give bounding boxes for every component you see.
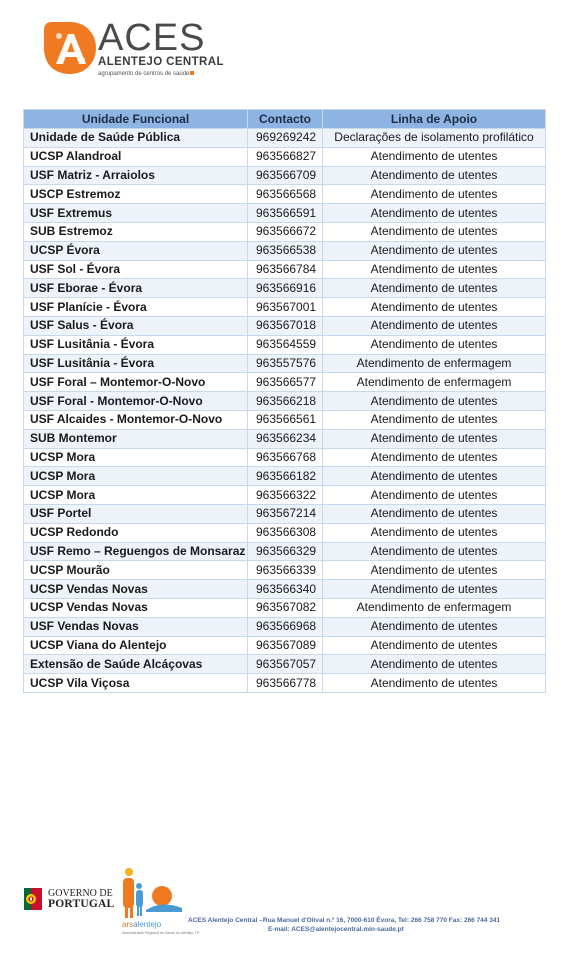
support-line-cell: Atendimento de utentes [323,467,546,486]
support-line-cell: Atendimento de utentes [323,429,546,448]
contact-cell: 963557576 [248,354,323,373]
unit-cell: USF Eborae - Évora [24,279,248,298]
support-line-cell: Atendimento de utentes [323,580,546,599]
unit-cell: UCSP Redondo [24,523,248,542]
unit-cell: USF Alcaides - Montemor-O-Novo [24,410,248,429]
support-line-cell: Atendimento de utentes [323,561,546,580]
table-row [24,298,546,317]
support-line-cell: Atendimento de utentes [323,486,546,505]
contact-cell: 963567057 [248,655,323,674]
support-line-cell: Atendimento de enfermagem [323,373,546,392]
ars-alentejo-subtitle: Administração Regional de Saúde do Alentejo, I.P. [122,931,200,935]
table-row [24,222,546,241]
table-row [24,467,546,486]
contact-cell: 963566182 [248,467,323,486]
contact-cell: 963566709 [248,166,323,185]
support-line-cell: Atendimento de utentes [323,392,546,411]
gov-line-1: GOVERNO DE [48,888,113,899]
support-line-cell: Atendimento de utentes [323,542,546,561]
table-row [24,655,546,674]
contact-cell: 963567214 [248,504,323,523]
unit-cell: UCSP Vendas Novas [24,580,248,599]
portugal-flag-icon [22,886,44,912]
support-line-cell: Atendimento de enfermagem [323,598,546,617]
contact-cell: 963567089 [248,636,323,655]
contact-cell: 963566968 [248,617,323,636]
support-line-cell: Atendimento de utentes [323,241,546,260]
unit-cell: UCSP Viana do Alentejo [24,636,248,655]
contact-cell: 963566784 [248,260,323,279]
table-row [24,486,546,505]
support-line-cell: Atendimento de utentes [323,222,546,241]
contact-cell: 963566538 [248,241,323,260]
ars-alentejo-logo-icon [118,866,188,920]
support-line-cell: Atendimento de utentes [323,166,546,185]
page-footer [0,860,583,960]
unit-cell: USF Remo – Reguengos de Monsaraz [24,542,248,561]
table-row [24,504,546,523]
table-row [24,373,546,392]
gov-line-2: PORTUGAL [48,898,115,910]
table-row [24,542,546,561]
contact-cell: 963566329 [248,542,323,561]
contact-cell: 963566778 [248,674,323,693]
table-row [24,674,546,693]
unit-cell: USF Extremus [24,204,248,223]
support-line-cell: Atendimento de utentes [323,335,546,354]
table-row [24,354,546,373]
table-header-row [24,110,546,129]
table-row [24,561,546,580]
contact-cell: 963567082 [248,598,323,617]
table-row [24,279,546,298]
footer-email: E-mail: ACES@alentejocentral.min-saude.pt [268,926,404,933]
contact-cell: 963566340 [248,580,323,599]
contact-cell: 963566322 [248,486,323,505]
brand-name: ALENTEJO CENTRAL [98,56,224,68]
governo-de-portugal-logo [22,882,115,922]
contact-cell: 963566561 [248,410,323,429]
column-header-support-line: Linha de Apoio [323,110,546,129]
unit-cell: UCSP Vendas Novas [24,598,248,617]
support-line-cell: Atendimento de utentes [323,655,546,674]
contact-cell: 963566308 [248,523,323,542]
unit-cell: USF Planície - Évora [24,298,248,317]
support-line-cell: Atendimento de utentes [323,185,546,204]
table-row [24,429,546,448]
support-line-cell: Atendimento de utentes [323,298,546,317]
unit-cell: USF Lusitânia - Évora [24,335,248,354]
column-header-unit: Unidade Funcional [24,110,248,129]
ars-alentejo-wordmark: arsalentejo [122,920,162,929]
table-row [24,410,546,429]
unit-cell: USF Lusitânia - Évora [24,354,248,373]
support-line-cell: Atendimento de utentes [323,523,546,542]
support-line-cell: Atendimento de utentes [323,448,546,467]
contact-cell: 963567001 [248,298,323,317]
table-row [24,335,546,354]
support-line-cell: Atendimento de utentes [323,636,546,655]
table-row [24,598,546,617]
brand-subtitle: agrupamento de centros de saúde [98,71,194,77]
unit-cell: USF Vendas Novas [24,617,248,636]
contact-cell: 963566234 [248,429,323,448]
footer-address: ACES Alentejo Central –Rua Manuel d'Olival n.º 16, 7000-610 Évora, Tel: 266 758 770 Fax: 266 744 341 [188,917,501,924]
table-row [24,129,546,148]
support-line-cell: Atendimento de utentes [323,617,546,636]
contact-cell: 969269242 [248,129,323,148]
brand-dot-icon [190,71,194,75]
table-row [24,204,546,223]
unit-cell: USF Sol - Évora [24,260,248,279]
unit-cell: UCSP Mora [24,467,248,486]
support-line-cell: Atendimento de utentes [323,410,546,429]
aces-header [42,18,242,88]
contact-cell: 963567018 [248,316,323,335]
unit-cell: SUB Montemor [24,429,248,448]
contact-cell: 963566218 [248,392,323,411]
governo-de-portugal-text [48,888,114,910]
ars-alentejo-logo [118,866,200,946]
unit-cell: USF Portel [24,504,248,523]
table-row [24,241,546,260]
table-row [24,392,546,411]
table-row [24,316,546,335]
table-row [24,617,546,636]
table-row [24,166,546,185]
table-row [24,448,546,467]
contact-cell: 963566577 [248,373,323,392]
column-header-contact: Contacto [248,110,323,129]
table-row [24,185,546,204]
unit-cell: UCSP Mora [24,486,248,505]
unit-cell: UCSP Évora [24,241,248,260]
unit-cell: USF Salus - Évora [24,316,248,335]
unit-cell: USF Foral - Montemor-O-Novo [24,392,248,411]
unit-cell: SUB Estremoz [24,222,248,241]
unit-cell: UCSP Alandroal [24,147,248,166]
support-line-cell: Atendimento de utentes [323,674,546,693]
table-row [24,147,546,166]
unit-cell: Extensão de Saúde Alcáçovas [24,655,248,674]
unit-cell: Unidade de Saúde Pública [24,129,248,148]
contact-cell: 963566339 [248,561,323,580]
table-row [24,580,546,599]
table-row [24,260,546,279]
contact-cell: 963566768 [248,448,323,467]
contact-cell: 963566568 [248,185,323,204]
support-line-cell: Atendimento de utentes [323,504,546,523]
support-line-cell: Atendimento de utentes [323,147,546,166]
support-line-cell: Atendimento de enfermagem [323,354,546,373]
contact-cell: 963566591 [248,204,323,223]
support-line-cell: Atendimento de utentes [323,204,546,223]
contact-cell: 963564559 [248,335,323,354]
contact-cell: 963566672 [248,222,323,241]
support-line-cell: Atendimento de utentes [323,279,546,298]
unit-cell: UCSP Vila Viçosa [24,674,248,693]
support-line-cell: Atendimento de utentes [323,260,546,279]
table-row [24,523,546,542]
table-row [24,636,546,655]
support-line-cell: Declarações de isolamento profilático [323,129,546,148]
unit-cell: USF Matriz - Arraiolos [24,166,248,185]
brand-acronym: ACES [98,17,206,59]
unit-cell: UCSP Mourão [24,561,248,580]
support-line-cell: Atendimento de utentes [323,316,546,335]
unit-cell: UCSP Mora [24,448,248,467]
units-table [23,109,546,693]
contact-cell: 963566916 [248,279,323,298]
unit-cell: USF Foral – Montemor-O-Novo [24,373,248,392]
aces-logo-icon [42,20,98,76]
contact-cell: 963566827 [248,147,323,166]
unit-cell: USCP Estremoz [24,185,248,204]
